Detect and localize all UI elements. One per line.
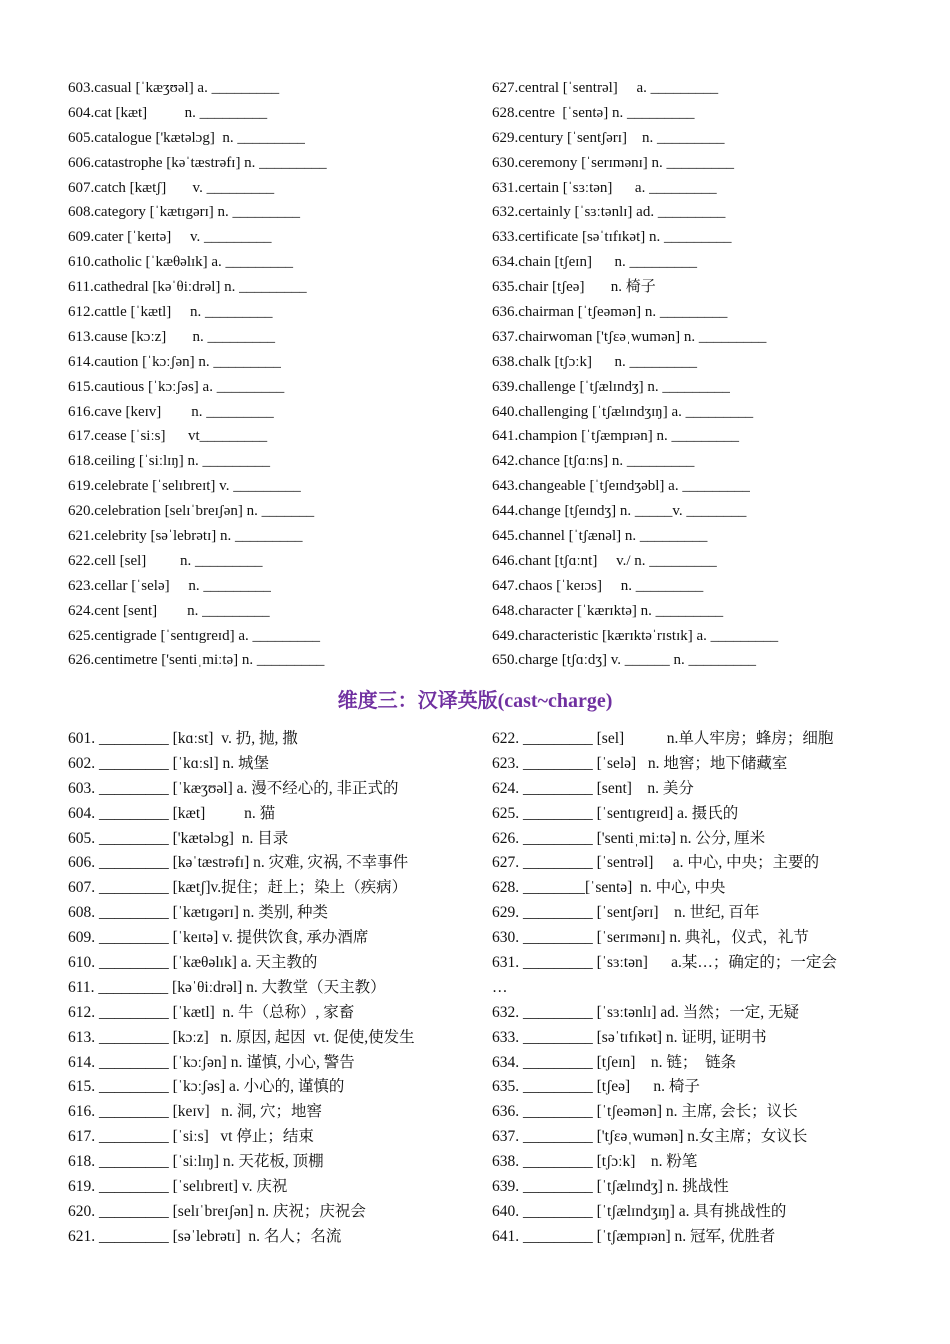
vocab-entry: 612. _________ [ˈkætl] n. 牛（总称）, 家畜 (68, 1003, 355, 1021)
vocab-entry: 623. _________ [ˈselə] n. 地窖；地下储藏室 (492, 754, 788, 772)
vocab-entry: 601. _________ [kɑːst] v. 扔, 抛, 撒 (68, 730, 298, 747)
vocab-entry: 640. _________ [ˈtʃælɪndʒɪŋ] a. 具有挑战性的 (492, 1202, 787, 1220)
vocab-entry: 637. _________ ['tʃεəˌwumən] n.女主席；女议长 (492, 1128, 808, 1146)
vocab-entry: 624. _________ [sent] n. 美分 (492, 779, 694, 797)
vocab-entry: 622. _________ [sel] n.单人牢房；蜂房；细胞 (492, 730, 834, 747)
vocab-entry: 638.chalk [tʃɔːk] n. _________ (492, 353, 697, 370)
vocab-entry: 624.cent [sent] n. _________ (68, 602, 270, 619)
vocab-entry: 602. _________ [ˈkɑːsl] n. 城堡 (68, 754, 269, 772)
vocab-entry: 635. _________ [tʃeə] n. 椅子 (492, 1078, 700, 1096)
vocab-entry: 605.catalogue ['kætəlɔg] n. _________ (68, 129, 305, 146)
vocab-entry: 611. _________ [kəˈθiːdrəl] n. 大教堂（天主教） (68, 978, 386, 996)
vocab-entry: 621.celebrity [səˈlebrətɪ] n. _________ (68, 528, 303, 545)
vocab-entry: 634. _________ [tʃeɪn] n. 链； 链条 (492, 1053, 737, 1071)
vocab-entry: 645.channel [ˈtʃænəl] n. _________ (492, 528, 708, 545)
vocab-entry: 606. _________ [kəˈtæstrəfɪ] n. 灾难, 灾祸, 不幸事件 (68, 854, 409, 872)
vocab-entry: 648.character [ˈkærɪktə] n. _________ (492, 602, 724, 619)
vocab-entry: 638. _________ [tʃɔːk] n. 粉笔 (492, 1153, 698, 1171)
vocab-entry: 629. _________ [ˈsentʃərɪ] n. 世纪, 百年 (492, 904, 760, 922)
vocab-entry: 604. _________ [kæt] n. 猫 (68, 804, 276, 822)
vocab-entry: 636.chairman [ˈtʃeəmən] n. _________ (492, 304, 728, 321)
vocab-entry: 615. _________ [ˈkɔːʃəs] a. 小心的, 谨慎的 (68, 1078, 345, 1096)
vocab-entry: 628.centre [ˈsentə] n. _________ (492, 104, 695, 121)
vocab-entry: 643.changeable [ˈtʃeɪndʒəbl] a. _________ (492, 478, 750, 495)
vocab-entry: 647.chaos [ˈkeɪɔs] n. _________ (492, 577, 704, 594)
vocab-entry: 629.century [ˈsentʃərɪ] n. _________ (492, 129, 725, 146)
vocab-entry: 608.category [ˈkætɪgərɪ] n. _________ (68, 204, 301, 221)
vocab-entry: 609.cater [ˈkeɪtə] v. _________ (68, 229, 272, 246)
vocab-entry: 625.centigrade [ˈsentɪgreɪd] a. _________ (68, 627, 321, 644)
vocab-entry: 603. _________ [ˈkæʒʊəl] a. 漫不经心的, 非正式的 (68, 779, 399, 797)
vocab-entry: 607.catch [kætʃ] v. _________ (68, 179, 275, 196)
vocab-entry: 639.challenge [ˈtʃælɪndʒ] n. _________ (492, 378, 730, 395)
vocab-entry: 639. _________ [ˈtʃælɪndʒ] n. 挑战性 (492, 1178, 729, 1196)
vocab-entry: 609. _________ [ˈkeɪtə] v. 提供饮食, 承办酒席 (68, 929, 369, 947)
vocab-entry: 614.caution [ˈkɔːʃən] n. _________ (68, 353, 281, 370)
vocab-entry: 650.charge [tʃɑːdʒ] v. ______ n. _________ (492, 652, 757, 669)
vocab-entry: 632. _________ [ˈsɜːtənlɪ] ad. 当然；一定, 无疑 (492, 1003, 800, 1021)
vocab-entry: 626.centimetre ['sentiˌmiːtə] n. _________ (68, 652, 325, 669)
vocab-entry: 614. _________ [ˈkɔːʃən] n. 谨慎, 小心, 警告 (68, 1053, 355, 1071)
vocab-entry: 646.chant [tʃɑːnt] v./ n. _________ (492, 552, 717, 569)
vocab-entry: 642.chance [tʃɑːns] n. _________ (492, 453, 695, 470)
vocab-entry: 611.cathedral [kəˈθiːdrəl] n. _________ (68, 279, 307, 296)
vocab-entry: 617. _________ [ˈsiːs] vt 停止；结束 (68, 1128, 314, 1146)
vocab-entry: 628. ________[ˈsentə] n. 中心, 中央 (492, 879, 726, 897)
vocab-entry: 644.change [tʃeɪndʒ] n. _____v. ________ (492, 503, 747, 520)
vocab-entry: 626. _________ ['sentiˌmiːtə] n. 公分, 厘米 (492, 829, 766, 847)
vocab-entry: 610.catholic [ˈkæθəlɪk] a. _________ (68, 254, 294, 271)
vocab-entry: 634.chain [tʃeɪn] n. _________ (492, 254, 697, 271)
vocab-entry: 630.ceremony [ˈserɪmənɪ] n. _________ (492, 154, 735, 171)
vocab-entry: 627.central [ˈsentrəl] a. _________ (492, 80, 719, 96)
vocab-entry: 622.cell [sel] n. _________ (68, 552, 263, 569)
vocab-entry: 632.certainly [ˈsɜːtənlɪ] ad. _________ (492, 204, 726, 221)
vocab-entry: 620. _________ [selɪˈbreɪʃən] n. 庆祝；庆祝会 (68, 1202, 366, 1220)
vocab-entry: 618. _________ [ˈsiːlɪŋ] n. 天花板, 顶棚 (68, 1153, 324, 1171)
vocab-entry: 616. _________ [keɪv] n. 洞, 穴；地窖 (68, 1103, 323, 1121)
vocab-entry-continuation: … (492, 978, 508, 996)
vocab-entry: 627. _________ [ˈsentrəl] a. 中心, 中央；主要的 (492, 854, 820, 872)
section1-right-column (492, 76, 898, 673)
vocab-entry: 633.certificate [səˈtɪfɪkət] n. _________ (492, 229, 732, 246)
vocab-entry: 613.cause [kɔːz] n. _________ (68, 328, 276, 345)
vocab-entry: 633. _________ [səˈtɪfɪkət] n. 证明, 证明书 (492, 1028, 767, 1046)
vocab-entry: 640.challenging [ˈtʃælɪndʒɪŋ] a. _________ (492, 403, 754, 420)
vocab-entry: 612.cattle [ˈkætl] n. _________ (68, 304, 273, 321)
vocab-entry: 615.cautious [ˈkɔːʃəs] a. _________ (68, 378, 285, 395)
vocab-entry: 625. _________ [ˈsentɪgreɪd] a. 摄氏的 (492, 804, 739, 822)
vocab-entry: 637.chairwoman ['tʃεəˌwumən] n. _________ (492, 328, 767, 345)
vocab-entry: 631. _________ [ˈsɜːtən] a.某…；确定的；一定会 (492, 954, 837, 972)
vocab-entry: 635.chair [tʃeə] n. 椅子 (492, 279, 656, 296)
vocab-entry: 606.catastrophe [kəˈtæstrəfɪ] n. _________ (68, 154, 327, 171)
section-heading: 维度三：汉译英版(cast~charge) (337, 690, 613, 712)
section1-left-column (68, 76, 488, 673)
vocab-entry: 619.celebrate [ˈselɪbreɪt] v. _________ (68, 478, 301, 495)
vocab-entry: 623.cellar [ˈselə] n. _________ (68, 577, 271, 594)
vocab-entry: 618.ceiling [ˈsiːlɪŋ] n. _________ (68, 453, 270, 470)
vocab-entry: 610. _________ [ˈkæθəlɪk] a. 天主教的 (68, 954, 318, 972)
vocab-entry: 617.cease [ˈsiːs] vt_________ (68, 428, 268, 445)
vocab-entry: 607. _________ [kætʃ]v.捉住；赶上；染上（疾病） (68, 879, 408, 897)
vocab-entry: 621. _________ [səˈlebrətɪ] n. 名人；名流 (68, 1227, 342, 1245)
vocab-entry: 630. _________ [ˈserɪmənɪ] n. 典礼，仪式，礼节 (492, 929, 809, 947)
vocab-entry: 613. _________ [kɔːz] n. 原因, 起因 vt. 促使,使发生 (68, 1028, 415, 1046)
vocab-entry: 604.cat [kæt] n. _________ (68, 104, 268, 121)
vocab-entry: 649.characteristic [kærɪktəˈrɪstɪk] a. _________ (492, 627, 779, 644)
vocab-entry: 631.certain [ˈsɜːtən] a. _________ (492, 179, 717, 196)
vocab-entry: 605. _________ ['kætəlɔg] n. 目录 (68, 829, 289, 847)
vocab-entry: 608. _________ [ˈkætɪgərɪ] n. 类别, 种类 (68, 904, 329, 922)
vocab-entry: 620.celebration [selɪˈbreɪʃən] n. _______ (68, 503, 315, 520)
vocab-entry: 603.casual [ˈkæʒʊəl] a. _________ (68, 80, 280, 96)
section2-left-column (68, 727, 488, 1250)
vocab-entry: 641. _________ [ˈtʃæmpɪən] n. 冠军, 优胜者 (492, 1227, 776, 1245)
vocab-entry: 616.cave [keɪv] n. _________ (68, 403, 274, 420)
section2-right-column (492, 727, 898, 1250)
vocab-entry: 619. _________ [ˈselɪbreɪt] v. 庆祝 (68, 1178, 288, 1196)
vocab-entry: 636. _________ [ˈtʃeəmən] n. 主席, 会长；议长 (492, 1103, 798, 1121)
vocab-entry: 641.champion [ˈtʃæmpɪən] n. _________ (492, 428, 740, 445)
